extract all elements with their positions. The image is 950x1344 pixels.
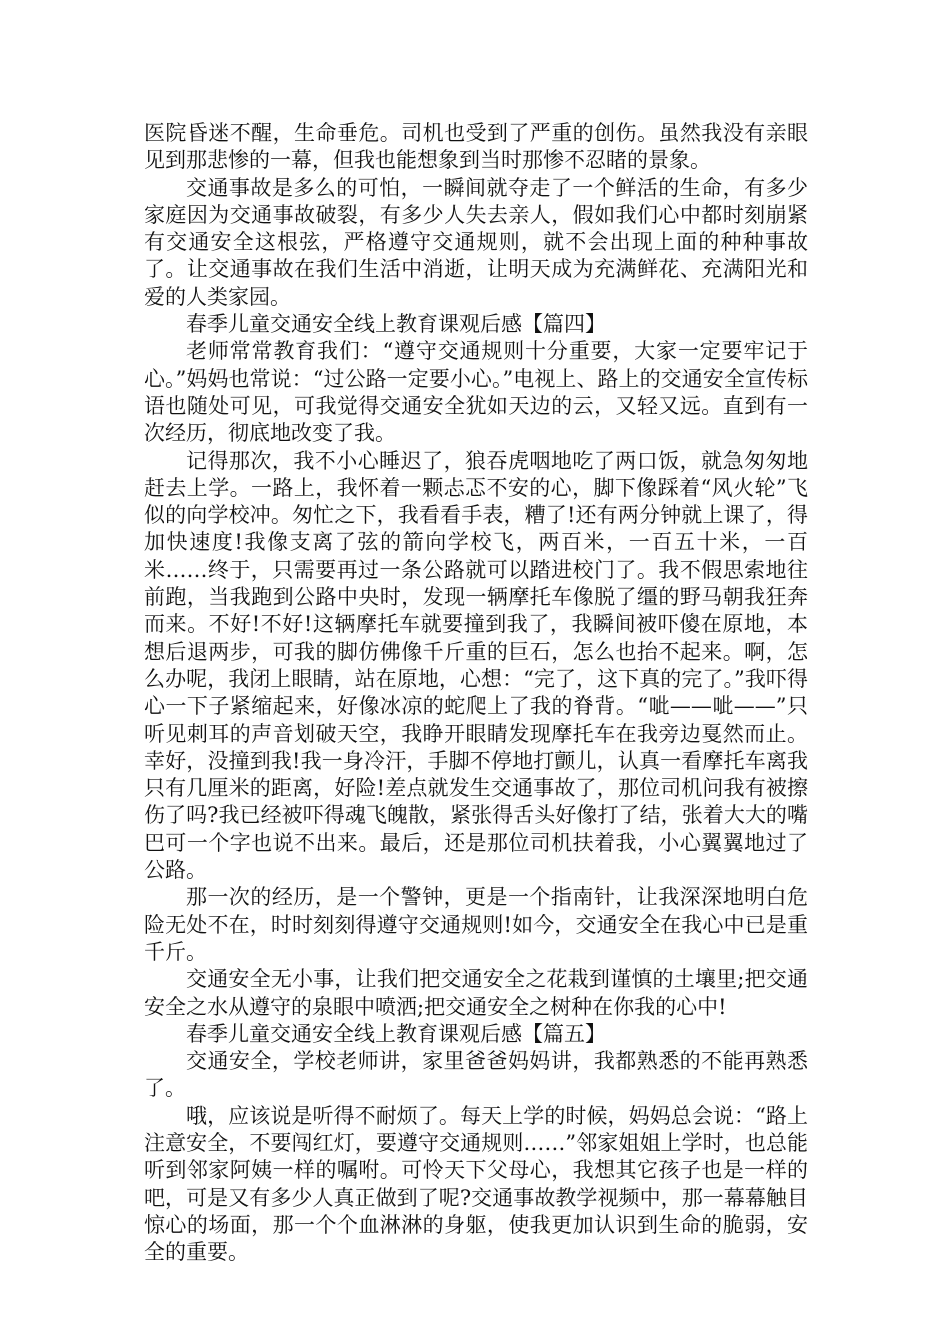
paragraph: 交通事故是多么的可怕，一瞬间就夺走了一个鲜活的生命，有多少家庭因为交通事故破裂，有多少人失去亲人，假如我们心中都时刻崩紧有交通安全这根弦，严格遵守交通规则，就不会出现上面的种种事故了。让交通事故在我们生活中消逝，让明天成为充满鲜花、充满阳光和爱的人类家园。	[144, 175, 808, 309]
paragraph-continued: 医院昏迷不醒，生命垂危。司机也受到了严重的创伤。虽然我没有亲眼见到那悲惨的一幕，但我也能想象到当时那惨不忍睹的景象。	[144, 121, 808, 173]
section-heading-part-five: 春季儿童交通安全线上教育课观后感【篇五】	[186, 1021, 606, 1046]
paragraph: 哦，应该说是听得不耐烦了。每天上学的时候，妈妈总会说：“路上注意安全，不要闯红灯，要遵守交通规则……”邻家姐姐上学时，也总能听到邻家阿姨一样的嘱咐。可怜天下父母心，我想其它孩子也是一样的吧，可是又有多少人真正做到了呢?交通事故教学视频中，那一幕幕触目惊心的场面，那一个个血淋淋的身躯，使我更加认识到生命的脆弱，安全的重要。	[144, 1103, 808, 1265]
paragraph: 老师常常教育我们：“遵守交通规则十分重要，大家一定要牢记于心。”妈妈也常说：“过公路一定要小心。”电视上、路上的交通安全宣传标语也随处可见，可我觉得交通安全犹如天边的云，又轻又远。直到有一次经历，彻底地改变了我。	[144, 339, 808, 446]
section-heading-part-four: 春季儿童交通安全线上教育课观后感【篇四】	[186, 312, 606, 337]
paragraph: 交通安全，学校老师讲，家里爸爸妈妈讲，我都熟悉的不能再熟悉了。	[144, 1049, 808, 1101]
paragraph: 记得那次，我不小心睡迟了，狼吞虎咽地吃了两口饭，就急匆匆地赶去上学。一路上，我怀着一颗忐忑不安的心，脚下像踩着“风火轮”飞似的向学校冲。匆忙之下，我看看手表，糟了!还有两分钟就上课了，得加快速度!我像支离了弦的箭向学校飞，两百米，一百五十米，一百米……终于，只需要再过一条公路就可以踏进校门了。我不假思索地往前跑，当我跑到公路中央时，发现一辆摩托车像脱了缰的野马朝我狂奔而来。不好!不好!这辆摩托车就要撞到我了，我瞬间被吓傻在原地，本想后退两步，可我的脚仿佛像千斤重的巨石，怎么也抬不起来。啊，怎么办呢，我闭上眼睛，站在原地，心想：“完了，这下真的完了。”我吓得心一下子紧缩起来，好像冰凉的蛇爬上了我的脊背。“呲——呲——”只听见刺耳的声音划破天空，我睁开眼睛发现摩托车在我旁边戛然而止。幸好，没撞到我!我一身冷汗，手脚不停地打颤儿，认真一看摩托车离我只有几厘米的距离，好险!差点就发生交通事故了，那位司机问我有被擦伤了吗?我已经被吓得魂飞魄散，紧张得舌头好像打了结，张着大大的嘴巴可一个字也说不出来。最后，还是那位司机扶着我，小心翼翼地过了公路。	[144, 448, 808, 883]
document-body	[144, 120, 808, 1266]
paragraph: 那一次的经历，是一个警钟，更是一个指南针，让我深深地明白危险无处不在，时时刻刻得遵守交通规则!如今，交通安全在我心中已是重千斤。	[144, 885, 808, 964]
paragraph: 交通安全无小事，让我们把交通安全之花栽到谨慎的土壤里;把交通安全之水从遵守的泉眼中喷洒;把交通安全之树种在你我的心中!	[144, 967, 808, 1019]
